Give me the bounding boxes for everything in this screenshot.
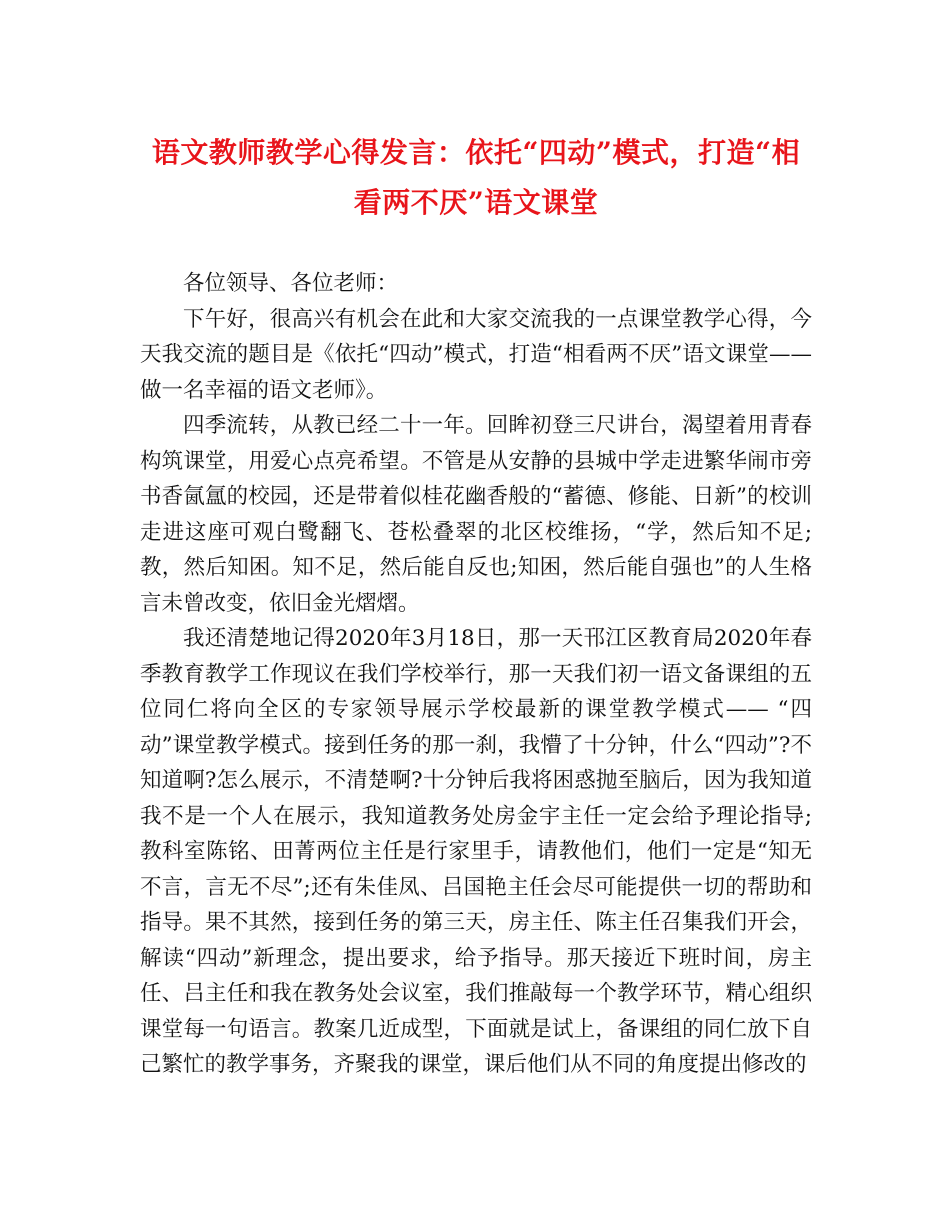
career-paragraph: 四季流转，从教已经二十一年。回眸初登三尺讲台，渴望着用青春构筑课堂，用爱心点亮希望。不管是从安静的县城中学走进繁华闹市旁书香氤氲的校园，还是带着似桂花幽香般的“蓄德、修能、日新”的校训走进这座可观白鹭翻飞、苍松叠翠的北区校维扬，“学，然后知不足;教，然后知困。知不足，然后能自反也;知困，然后能自强也”的人生格言未曾改变，依旧金光熠熠。 — [140, 413, 812, 616]
salutation-paragraph: 各位领导、各位老师： — [183, 271, 399, 296]
document-title: 语文教师教学心得发言：依托“四动”模式，打造“相看两不厌”语文课堂 — [151, 136, 801, 219]
greeting-paragraph: 下午好，很高兴有机会在此和大家交流我的一点课堂教学心得，今天我交流的题目是《依托“四动”模式，打造“相看两不厌”语文课堂——做一名幸福的语文老师》。 — [140, 306, 812, 403]
document-body — [140, 266, 812, 1083]
document-page — [140, 128, 812, 1083]
story-paragraph: 我还清楚地记得2020年3月18日，那一天邗江区教育局2020年春季教育教学工作现议在我们学校举行，那一天我们初一语文备课组的五位同仁将向全区的专家领导展示学校最新的课堂教学模式—— “四动”课堂教学模式。接到任务的那一刹，我懵了十分钟，什么“四动”?不知道啊?怎么展示，不清楚啊?十分钟后我将困惑抛至脑后，因为我知道我不是一个人在展示，我知道教务处房金宇主任一定会给予理论指导;教科室陈铭、田菁两位主任是行家里手，请教他们，他们一定是“知无不言，言无不尽”;还有朱佳凤、吕国艳主任会尽可能提供一切的帮助和指导。果不其然，接到任务的第三天，房主任、陈主任召集我们开会，解读“四动”新理念，提出要求，给予指导。那天接近下班时间，房主任、吕主任和我在教务处会议室，我们推敲每一个教学环节，精心组织课堂每一句语言。教案几近成型，下面就是试上，备课组的同仁放下自己繁忙的教学事务，齐聚我的课堂，课后他们从不同的角度提出修改的 — [140, 626, 812, 1077]
